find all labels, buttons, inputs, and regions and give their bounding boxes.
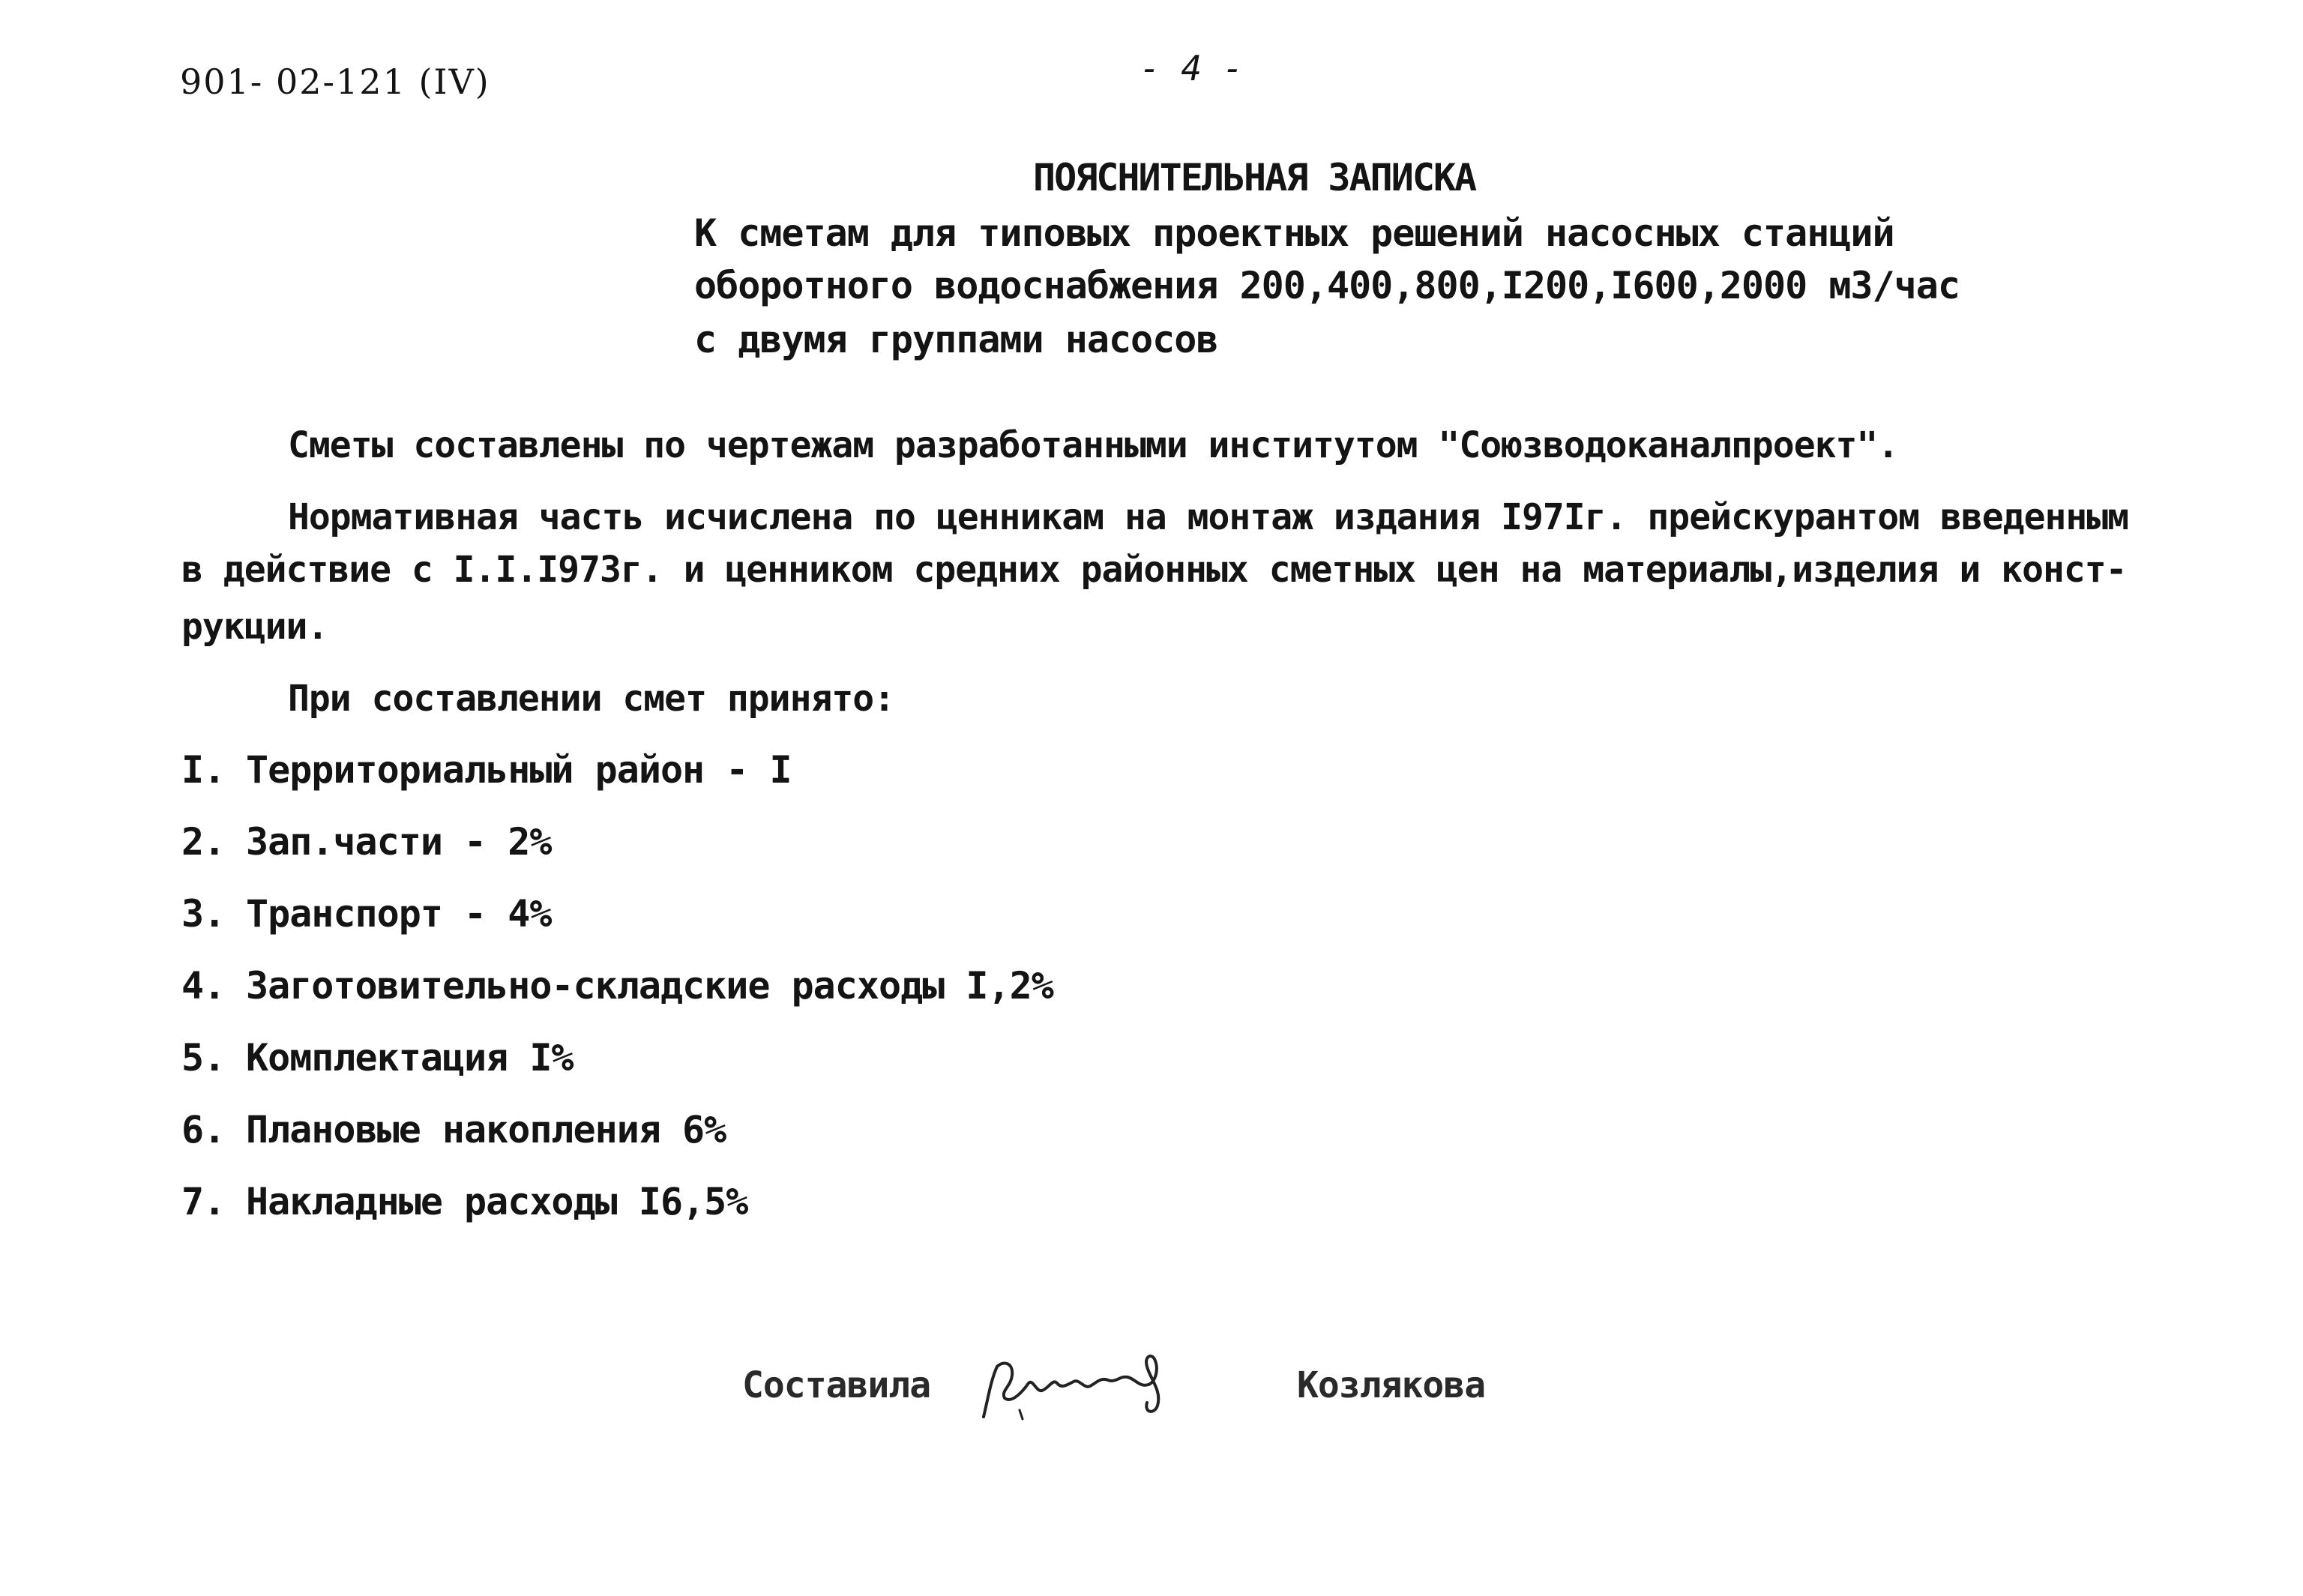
paragraph-1: Сметы составлены по чертежам разработанными институтом "Союзводоканалпроект". <box>288 424 1899 466</box>
list-item <box>181 1180 747 1223</box>
list-item <box>181 1108 726 1151</box>
paragraph-2-line-1: Нормативная часть исчислена по ценникам на монтаж издания I97Iг. прейскурантом введенным <box>288 496 2129 538</box>
document-code: 901- 02-121 (IV) <box>180 61 490 102</box>
list-item-number: I. <box>181 748 226 792</box>
list-item <box>181 892 551 936</box>
subtitle-line-1: К сметам для типовых проектных решений насосных станций <box>694 211 1894 255</box>
handwritten-signature-icon <box>975 1346 1192 1428</box>
list-item-text: Плановые накопления 6% <box>246 1108 726 1151</box>
signer-name: Козлякова <box>1297 1364 1486 1406</box>
list-item <box>181 748 792 792</box>
page-number: - 4 - <box>1140 48 1244 88</box>
subtitle-line-2: оборотного водоснабжения 200,400,800,I200,I600,2000 м3/час <box>694 264 1960 307</box>
list-item-number: 2. <box>181 820 226 864</box>
list-item <box>181 964 1053 1008</box>
document-title: ПОЯСНИТЕЛЬНАЯ ЗАПИСКА <box>1033 156 1476 199</box>
subtitle-line-3: с двумя группами насосов <box>694 318 1218 361</box>
paragraph-2-line-2: в действие с I.I.I973г. и ценником средних районных сметных цен на материалы,изделия и конст- <box>181 549 2127 591</box>
list-item-text: Комплектация I% <box>246 1036 574 1079</box>
list-item-text: Транспорт - 4% <box>246 892 552 936</box>
signature-label: Составила <box>742 1364 931 1406</box>
list-item-number: 4. <box>181 964 226 1008</box>
list-item-text: Зап.части - 2% <box>246 820 552 864</box>
list-item-number: 7. <box>181 1180 226 1223</box>
list-item <box>181 1036 574 1079</box>
list-item-number: 5. <box>181 1036 226 1079</box>
list-item-text: Территориальный район - I <box>246 748 792 792</box>
paragraph-2-line-3: рукции. <box>181 606 328 648</box>
list-item-text: Накладные расходы I6,5% <box>246 1180 748 1223</box>
list-item-number: 6. <box>181 1108 226 1151</box>
list-item <box>181 820 551 864</box>
list-item-text: Заготовительно-складские расходы I,2% <box>246 964 1053 1008</box>
list-item-number: 3. <box>181 892 226 936</box>
paragraph-3: При составлении смет принято: <box>288 678 895 720</box>
